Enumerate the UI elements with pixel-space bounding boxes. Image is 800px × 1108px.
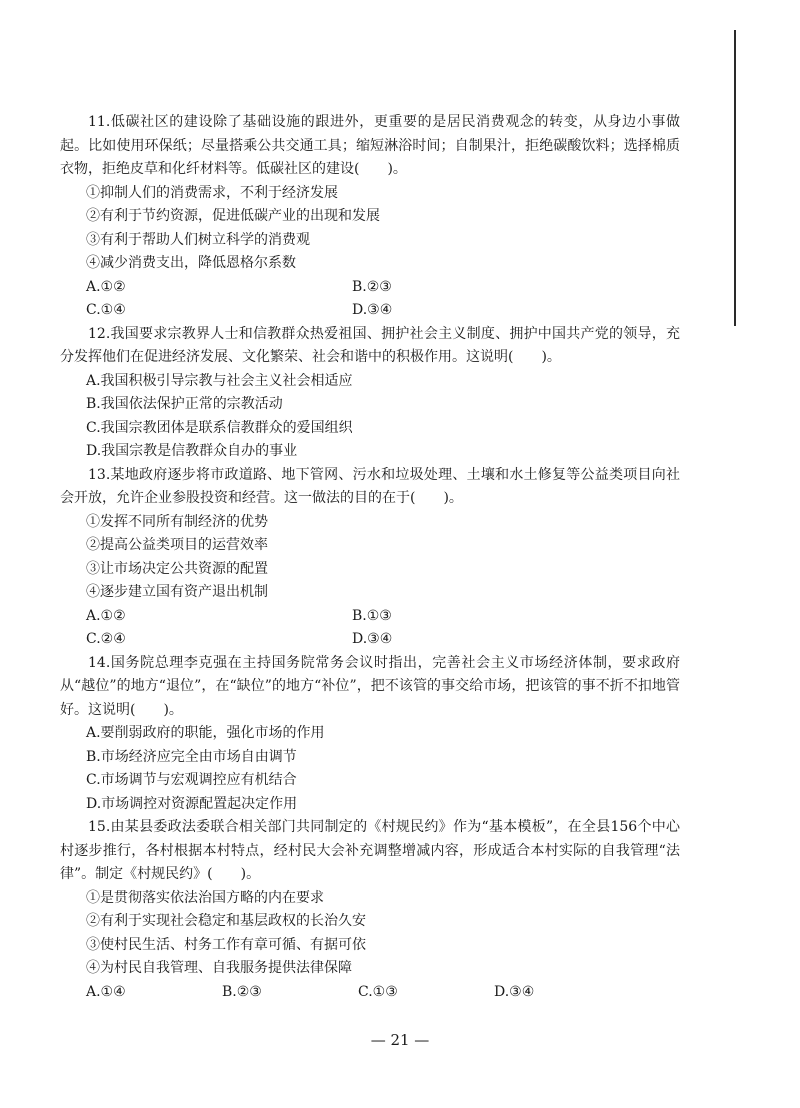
question-14 [60, 652, 680, 817]
statement-option: ④减少消费支出，降低恩格尔系数 [86, 255, 296, 271]
answer-choice-d: D.我国宗教是信教群众自办的事业 [86, 443, 298, 459]
answer-choice-b: B.我国依法保护正常的宗教活动 [86, 396, 283, 412]
margin-binding-line [734, 30, 736, 326]
question-stem: 14.国务院总理李克强在主持国务院常务会议时指出，完善社会主义市场经济体制，要求政府从“越位”的地方“退位”，在“缺位”的地方“补位”，把不该管的事交给市场，把该管的事不折不扣地管好。这说明( )。 [60, 654, 680, 718]
statement-option: ①发挥不同所有制经济的优势 [86, 513, 268, 530]
statement-option: ④为村民自我管理、自我服务提供法律保障 [86, 960, 352, 976]
statement-option: ②有利于节约资源，促进低碳产业的出现和发展 [86, 208, 380, 224]
statement-option: ①是贯彻落实依法治国方略的内在要求 [86, 889, 324, 906]
answer-choice-c: C.②④ [86, 631, 126, 647]
statement-option: ②有利于实现社会稳定和基层政权的长治久安 [86, 913, 366, 929]
statement-option: ③有利于帮助人们树立科学的消费观 [86, 231, 310, 248]
answer-choice-a: A.要削弱政府的职能，强化市场的作用 [86, 725, 325, 741]
statement-option: ④逐步建立国有资产退出机制 [86, 584, 268, 600]
answer-choice-b: B.②③ [222, 983, 262, 1000]
statement-option: ②提高公益类项目的运营效率 [86, 537, 268, 553]
answer-choices-row [60, 628, 680, 652]
page-number: — 21 — [370, 1031, 430, 1049]
question-stem: 15.由某县委政法委联合相关部门共同制定的《村规民约》作为“基本模板”，在全县156个中心村逐步推行，各村根据本村特点，经村民大会补充调整增减内容，形成适合本村实际的自我管理“法律”。制定《村规民约》( )。 [60, 819, 680, 882]
statement-option: ③让市场决定公共资源的配置 [86, 560, 268, 577]
question-stem: 11.低碳社区的建设除了基础设施的跟进外，更重要的是居民消费观念的转变，从身边小事做起。比如使用环保纸；尽量搭乘公共交通工具；缩短淋浴时间；自制果汁，拒绝碳酸饮料；选择棉质衣物，拒绝皮草和化纤材料等。低碳社区的建设( )。 [60, 114, 680, 177]
answer-choice-b: B.市场经济应完全由市场自由调节 [86, 748, 297, 765]
answer-choice-d: D.市场调控对资源配置起决定作用 [86, 795, 298, 812]
question-12 [60, 323, 680, 464]
answer-choice-a: A.①② [86, 607, 126, 624]
answer-choice-d: D.③④ [494, 983, 535, 1000]
exam-page [60, 111, 680, 1004]
question-15 [60, 816, 680, 1004]
answer-choice-b: B.①③ [352, 607, 392, 624]
question-13 [60, 464, 680, 652]
answer-choice-c: C.我国宗教团体是联系信教群众的爱国组织 [86, 419, 353, 436]
question-11 [60, 111, 680, 323]
answer-choice-a: A.①② [86, 278, 126, 295]
answer-choices-row [60, 981, 680, 1005]
answer-choice-c: C.①③ [358, 983, 398, 1000]
question-stem: 13.某地政府逐步将市政道路、地下管网、污水和垃圾处理、土壤和水土修复等公益类项目向社会开放，允许企业参股投资和经营。这一做法的目的在于( )。 [60, 466, 680, 506]
answer-choice-d: D.③④ [352, 302, 393, 318]
answer-choice-b: B.②③ [352, 278, 392, 295]
question-stem: 12.我国要求宗教界人士和信教群众热爱祖国、拥护社会主义制度、拥护中国共产党的领导，充分发挥他们在促进经济发展、文化繁荣、社会和谐中的积极作用。这说明( )。 [60, 325, 680, 365]
answer-choice-d: D.③④ [352, 631, 393, 647]
statement-option: ①抑制人们的消费需求，不利于经济发展 [86, 184, 338, 201]
answer-choices-row [60, 605, 680, 629]
answer-choice-a: A.①④ [86, 983, 126, 1000]
statement-option: ③使村民生活、村务工作有章可循、有据可依 [86, 936, 366, 953]
answer-choice-c: C.市场调节与宏观调控应有机结合 [86, 772, 297, 788]
answer-choices-row [60, 299, 680, 323]
answer-choice-c: C.①④ [86, 302, 126, 318]
answer-choice-a: A.我国积极引导宗教与社会主义社会相适应 [86, 372, 353, 389]
answer-choices-row [60, 276, 680, 300]
